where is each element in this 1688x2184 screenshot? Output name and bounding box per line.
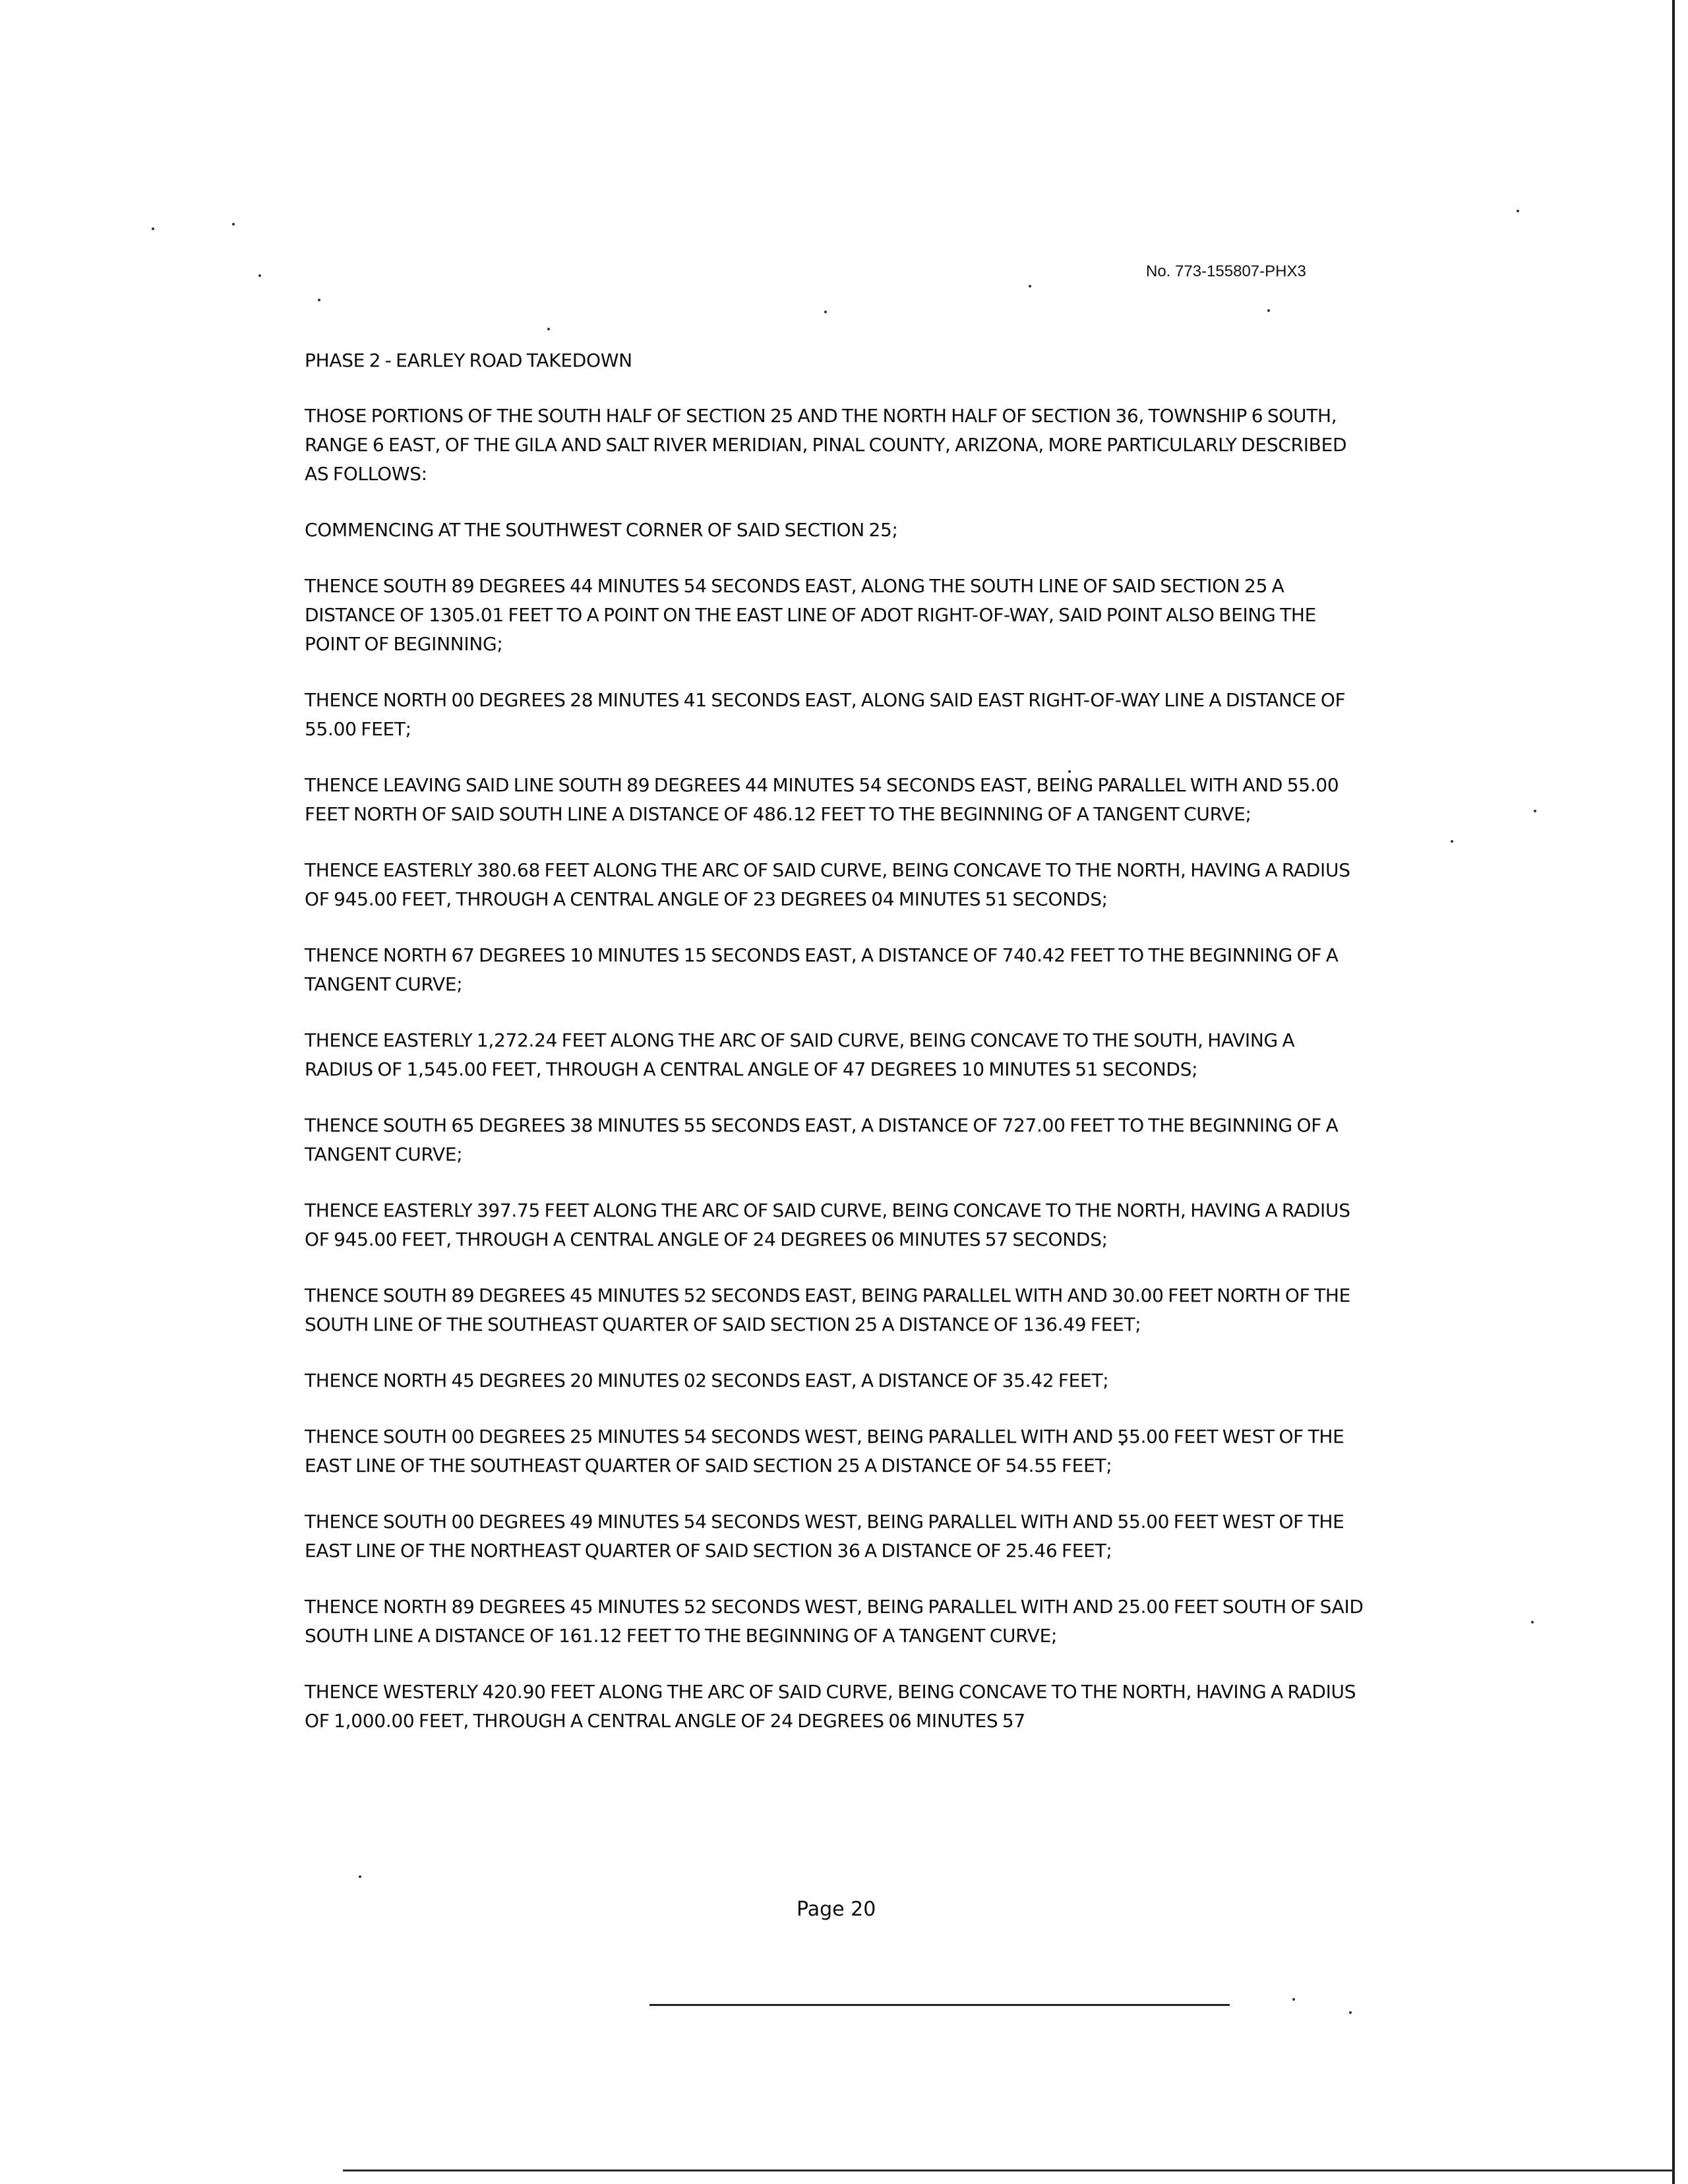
scan-speck bbox=[1451, 840, 1453, 843]
scan-speck bbox=[1029, 285, 1031, 288]
scan-speck bbox=[152, 228, 154, 230]
page-edge-right bbox=[1672, 0, 1675, 2184]
scan-speck bbox=[1349, 2011, 1352, 2014]
paragraph: THENCE NORTH 67 DEGREES 10 MINUTES 15 SECONDS EAST, A DISTANCE OF 740.42 FEET TO THE BEGINNING OF A TANGENT CURVE; bbox=[305, 944, 1339, 995]
paragraph: COMMENCING AT THE SOUTHWEST CORNER OF SAID SECTION 25; bbox=[305, 519, 898, 541]
paragraph: THENCE NORTH 00 DEGREES 28 MINUTES 41 SECONDS EAST, ALONG SAID EAST RIGHT-OF-WAY LINE A DISTANCE OF 55.00 FEET; bbox=[305, 689, 1346, 740]
paragraph: THOSE PORTIONS OF THE SOUTH HALF OF SECTION 25 AND THE NORTH HALF OF SECTION 36, TOWNSHIP 6 SOUTH, RANGE 6 EAST, OF THE GILA AND SALT RIVER MERIDIAN, PINAL COUNTY, ARIZONA, MORE PARTICULARLY DESCRIBED AS FOLLOWS: bbox=[305, 405, 1347, 485]
scan-speck bbox=[547, 328, 550, 330]
scan-speck bbox=[1534, 810, 1536, 812]
scan-speck bbox=[318, 299, 320, 301]
footer-rule bbox=[649, 2004, 1230, 2006]
paragraph: THENCE WESTERLY 420.90 FEET ALONG THE ARC OF SAID CURVE, BEING CONCAVE TO THE NORTH, HAVING A RADIUS OF 1,000.00 FEET, THROUGH A CENTRAL ANGLE OF 24 DEGREES 06 MINUTES 57 bbox=[305, 1681, 1356, 1732]
scan-speck bbox=[824, 311, 827, 313]
legal-description bbox=[305, 346, 1366, 1763]
page-number: Page 20 bbox=[797, 1898, 876, 1921]
paragraph: THENCE NORTH 45 DEGREES 20 MINUTES 02 SECONDS EAST, A DISTANCE OF 35.42 FEET; bbox=[305, 1370, 1109, 1391]
scan-speck bbox=[232, 223, 235, 226]
paragraph: THENCE SOUTH 89 DEGREES 44 MINUTES 54 SECONDS EAST, ALONG THE SOUTH LINE OF SAID SECTION 25 A DISTANCE OF 1305.01 FEET TO A POINT ON THE EAST LINE OF ADOT RIGHT-OF-WAY, SAID POINT ALSO BEING THE POINT OF BEGINNING; bbox=[305, 575, 1317, 655]
document-heading: PHASE 2 - EARLEY ROAD TAKEDOWN bbox=[305, 349, 632, 371]
paragraph: THENCE NORTH 89 DEGREES 45 MINUTES 52 SECONDS WEST, BEING PARALLEL WITH AND 25.00 FEET SOUTH OF SAID SOUTH LINE A DISTANCE OF 161.12 FEET TO THE BEGINNING OF A TANGENT CURVE; bbox=[305, 1596, 1364, 1647]
paragraph: THENCE SOUTH 65 DEGREES 38 MINUTES 55 SECONDS EAST, A DISTANCE OF 727.00 FEET TO THE BEGINNING OF A TANGENT CURVE; bbox=[305, 1114, 1339, 1165]
paragraph: THENCE EASTERLY 1,272.24 FEET ALONG THE ARC OF SAID CURVE, BEING CONCAVE TO THE SOUTH, HAVING A RADIUS OF 1,545.00 FEET, THROUGH A CENTRAL ANGLE OF 47 DEGREES 10 MINUTES 51 SECONDS; bbox=[305, 1029, 1295, 1080]
scan-speck bbox=[1531, 1621, 1534, 1623]
paragraph: THENCE EASTERLY 380.68 FEET ALONG THE ARC OF SAID CURVE, BEING CONCAVE TO THE NORTH, HAVING A RADIUS OF 945.00 FEET, THROUGH A CENTRAL ANGLE OF 23 DEGREES 04 MINUTES 51 SECONDS; bbox=[305, 859, 1350, 910]
paragraph: THENCE SOUTH 00 DEGREES 25 MINUTES 54 SECONDS WEST, BEING PARALLEL WITH AND 55.00 FEET WEST OF THE EAST LINE OF THE SOUTHEAST QUARTER OF SAID SECTION 25 A DISTANCE OF 54.55 FEET; bbox=[305, 1426, 1344, 1476]
scan-speck bbox=[1267, 309, 1270, 312]
paragraph: THENCE SOUTH 00 DEGREES 49 MINUTES 54 SECONDS WEST, BEING PARALLEL WITH AND 55.00 FEET WEST OF THE EAST LINE OF THE NORTHEAST QUARTER OF SAID SECTION 36 A DISTANCE OF 25.46 FEET; bbox=[305, 1511, 1344, 1562]
scan-speck bbox=[258, 274, 261, 277]
paragraph: THENCE LEAVING SAID LINE SOUTH 89 DEGREES 44 MINUTES 54 SECONDS EAST, BEING PARALLEL WITH AND 55.00 FEET NORTH OF SAID SOUTH LINE A DISTANCE OF 486.12 FEET TO THE BEGINNING OF A TANGENT CURVE; bbox=[305, 774, 1339, 825]
document-number: No. 773-155807-PHX3 bbox=[1146, 262, 1306, 280]
scan-speck bbox=[1292, 1998, 1295, 2001]
scan-speck bbox=[1517, 210, 1519, 212]
scan-speck bbox=[359, 1875, 361, 1878]
paragraph: THENCE SOUTH 89 DEGREES 45 MINUTES 52 SECONDS EAST, BEING PARALLEL WITH AND 30.00 FEET NORTH OF THE SOUTH LINE OF THE SOUTHEAST QUARTER OF SAID SECTION 25 A DISTANCE OF 136.49 FEET; bbox=[305, 1285, 1351, 1335]
page-edge-bottom bbox=[343, 2169, 1675, 2171]
paragraph: THENCE EASTERLY 397.75 FEET ALONG THE ARC OF SAID CURVE, BEING CONCAVE TO THE NORTH, HAVING A RADIUS OF 945.00 FEET, THROUGH A CENTRAL ANGLE OF 24 DEGREES 06 MINUTES 57 SECONDS; bbox=[305, 1199, 1350, 1250]
